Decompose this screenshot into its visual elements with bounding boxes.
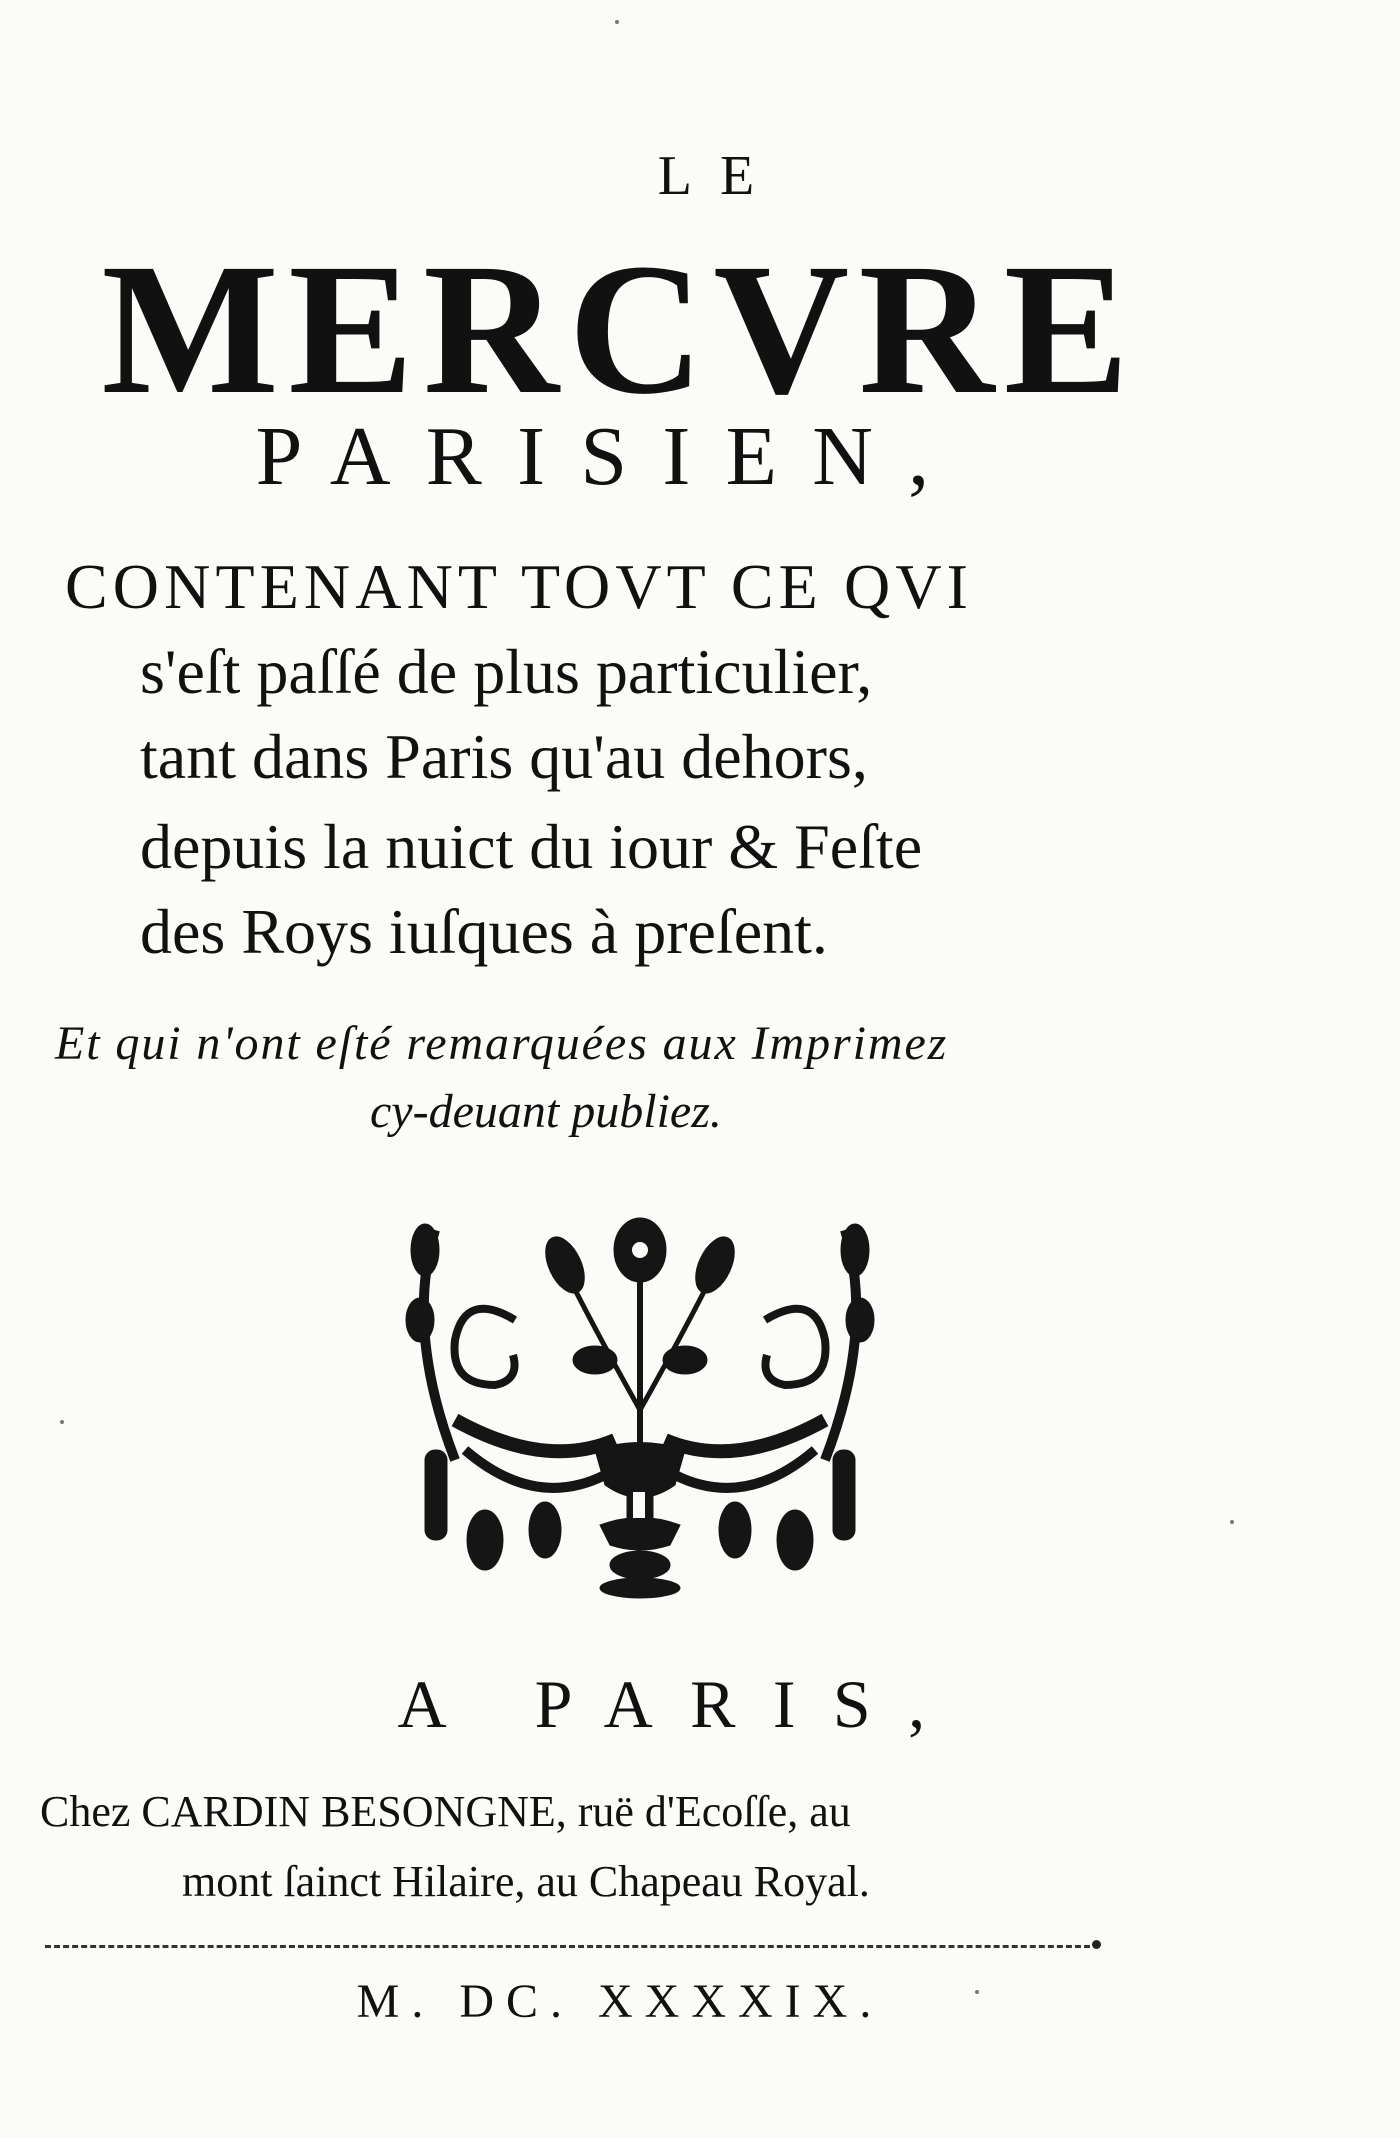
- description-line: des Roys iuſques à preſent.: [140, 896, 828, 967]
- dashed-rule: [45, 1945, 1090, 1948]
- paper-speck: [975, 1990, 979, 1994]
- italic-note-line: Et qui n'ont eſté remarquées aux Imprimez: [55, 1017, 949, 1070]
- main-title: MERCVRE: [101, 224, 1139, 433]
- italic-note-line: cy-deuant publiez.: [370, 1085, 722, 1138]
- publisher-line: mont ſainct Hilaire, au Chapeau Royal.: [182, 1857, 870, 1906]
- floral-vase-ornament: [395, 1210, 885, 1600]
- description-line: CONTENANT TOVT CE QVI: [65, 551, 974, 622]
- paper-speck: [60, 1420, 64, 1424]
- publisher-line: Chez CARDIN BESONGNE, ruë d'Ecoſſe, au: [40, 1787, 851, 1836]
- imprint-year: M. DC. XXXXIX.: [356, 1975, 884, 2028]
- rule-end-dot: [1092, 1940, 1101, 1949]
- description-line: s'eſt paſſé de plus particulier,: [140, 636, 873, 707]
- paper-speck: [615, 20, 619, 24]
- imprint-city: A PARIS,: [397, 1666, 963, 1742]
- title-subtitle: PARISIEN,: [255, 410, 965, 503]
- paper-speck: [1230, 1520, 1234, 1524]
- description-line: tant dans Paris qu'au dehors,: [140, 721, 868, 792]
- title-article: LE: [657, 145, 783, 207]
- description-line: depuis la nuict du iour & Feſte: [140, 811, 923, 882]
